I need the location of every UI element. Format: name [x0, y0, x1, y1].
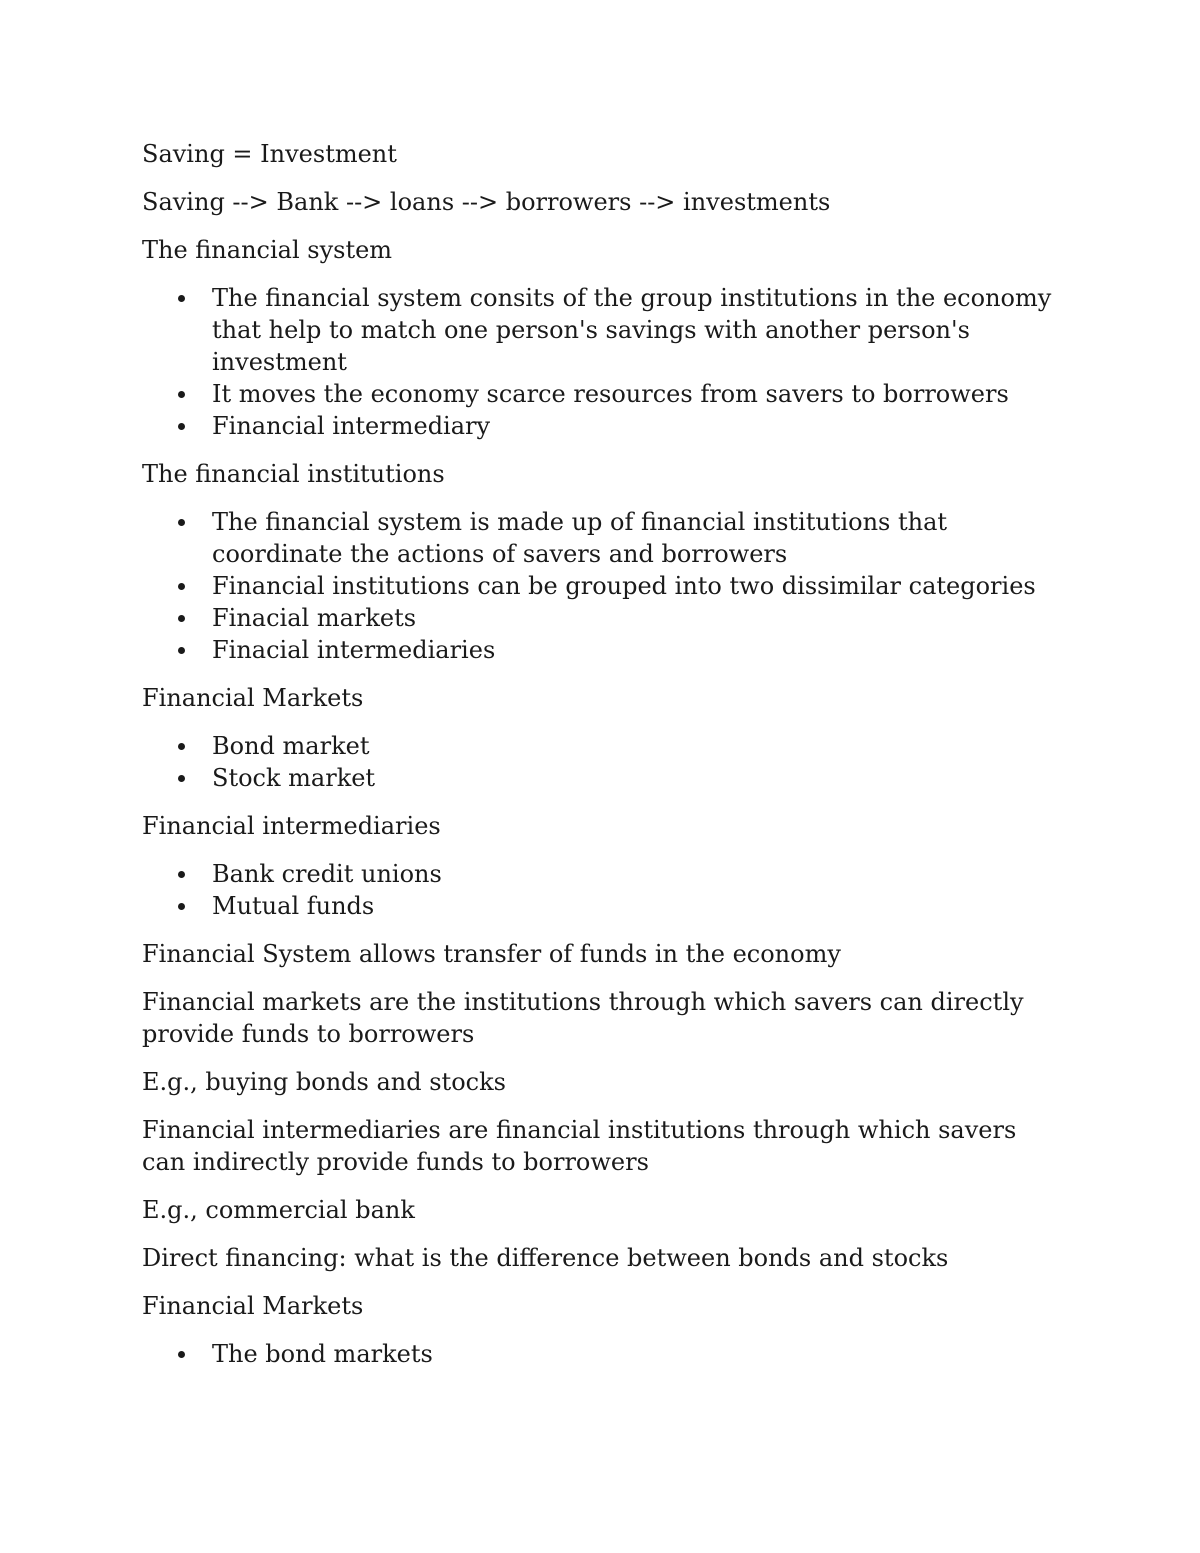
financial-intermediaries-list	[142, 858, 1062, 922]
list-item: Finacial markets	[212, 602, 1062, 634]
heading-financial-markets: Financial Markets	[142, 684, 364, 712]
heading-financial-system: The financial system	[142, 236, 393, 264]
example-commercial-bank: E.g., commercial bank	[142, 1196, 415, 1224]
heading-financial-intermediaries: Financial intermediaries	[142, 812, 441, 840]
paragraph-transfer-of-funds: Financial System allows transfer of funds in the economy	[142, 940, 841, 968]
list-item: Bank credit unions	[212, 858, 1062, 890]
list-item: Stock market	[212, 762, 1062, 794]
list-item: Financial institutions can be grouped into two dissimilar categories	[212, 570, 1062, 602]
heading-financial-institutions: The financial institutions	[142, 460, 445, 488]
bond-markets-list	[142, 1338, 1062, 1370]
financial-markets-list	[142, 730, 1062, 794]
list-item: The bond markets	[212, 1338, 1062, 1370]
question-direct-financing: Direct financing: what is the difference between bonds and stocks	[142, 1244, 949, 1272]
financial-institutions-list	[142, 506, 1062, 666]
paragraph-financial-markets-definition: Financial markets are the institutions through which savers can directly provide funds to borrowers	[142, 988, 1024, 1048]
financial-system-list	[142, 282, 1062, 442]
saving-flow-line: Saving --> Bank --> loans --> borrowers --> investments	[142, 188, 831, 216]
list-item: The financial system consits of the group institutions in the economy that help to match one person's savings with another person's investment	[212, 282, 1062, 378]
list-item: Financial intermediary	[212, 410, 1062, 442]
paragraph-intermediaries-definition: Financial intermediaries are financial institutions through which savers can indirectly provide funds to borrowers	[142, 1116, 1017, 1176]
heading-saving-investment: Saving = Investment	[142, 140, 397, 168]
example-bonds-stocks: E.g., buying bonds and stocks	[142, 1068, 506, 1096]
list-item: The financial system is made up of financial institutions that coordinate the actions of savers and borrowers	[212, 506, 1062, 570]
list-item: It moves the economy scarce resources from savers to borrowers	[212, 378, 1062, 410]
heading-financial-markets-2: Financial Markets	[142, 1292, 364, 1320]
list-item: Mutual funds	[212, 890, 1062, 922]
list-item: Bond market	[212, 730, 1062, 762]
list-item: Finacial intermediaries	[212, 634, 1062, 666]
document-page	[142, 138, 1062, 1386]
